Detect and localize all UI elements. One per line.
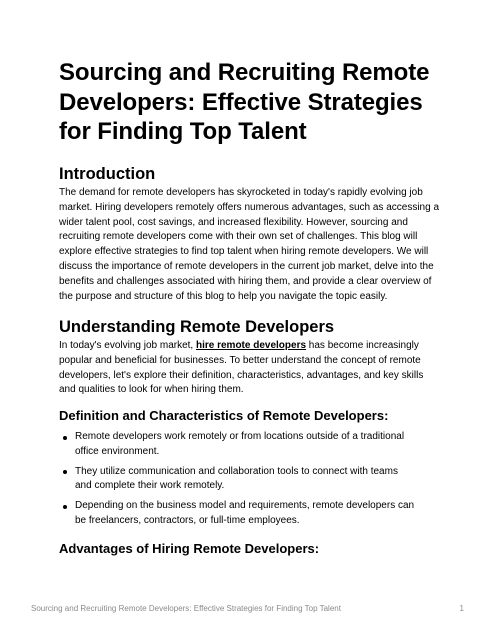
list-item-text: Depending on the business model and requirements, remote developers can be freelancers, contractors, or full-time employees.	[75, 500, 415, 526]
document-title: Sourcing and Recruiting Remote Developers: Effective Strategies for Finding Top Talent	[59, 59, 430, 145]
subheading-advantages: Advantages of Hiring Remote Developers:	[59, 541, 320, 556]
bullet-icon	[63, 436, 67, 440]
intro-paragraph: The demand for remote developers has skyrocketed in today's rapidly evolving job market. Hiring developers remotely offers numerous advantages, such as accessing a wider talent pool, cost savings, and increased flexibility. However, sourcing and recruiting remote developers come with their own set of challenges. This blog will explore effective strategies to find top talent when hiring remote developers. We will discuss the importance of remote developers in the current job market, delve into the benefits and challenges associated with hiring them, and provide a clear overview of the purpose and structure of this blog to help you navigate the topic easily.	[59, 187, 440, 302]
list-item	[59, 465, 415, 495]
bullet-icon	[63, 470, 67, 474]
page-number: 1	[459, 604, 464, 613]
list-item-text: They utilize communication and collaboration tools to connect with teams and complete their work remotely.	[75, 465, 398, 492]
list-item-text: Remote developers work remotely or from locations outside of a traditional office environment.	[75, 431, 405, 457]
subheading-definition: Definition and Characteristics of Remote Developers:	[59, 408, 389, 423]
section-heading-understanding: Understanding Remote Developers	[59, 318, 335, 336]
list-item	[59, 430, 415, 460]
hire-remote-developers-link[interactable]: hire remote developers	[195, 340, 307, 351]
bullet-icon	[63, 505, 67, 509]
understanding-text-end: has become increasingly popular and beneficial for businesses. To better understand the concept of remote developers, let's explore their definition, characteristics, advantages, and key skills and qualities to look for when hiring them.	[59, 340, 424, 396]
understanding-text-start: In today's evolving job market,	[59, 340, 196, 351]
definition-list	[59, 430, 439, 534]
list-item	[59, 499, 415, 529]
footer-title: Sourcing and Recruiting Remote Developers: Effective Strategies for Finding Top Talent	[31, 604, 341, 613]
section-heading-introduction: Introduction	[59, 165, 156, 183]
understanding-paragraph	[59, 339, 439, 398]
